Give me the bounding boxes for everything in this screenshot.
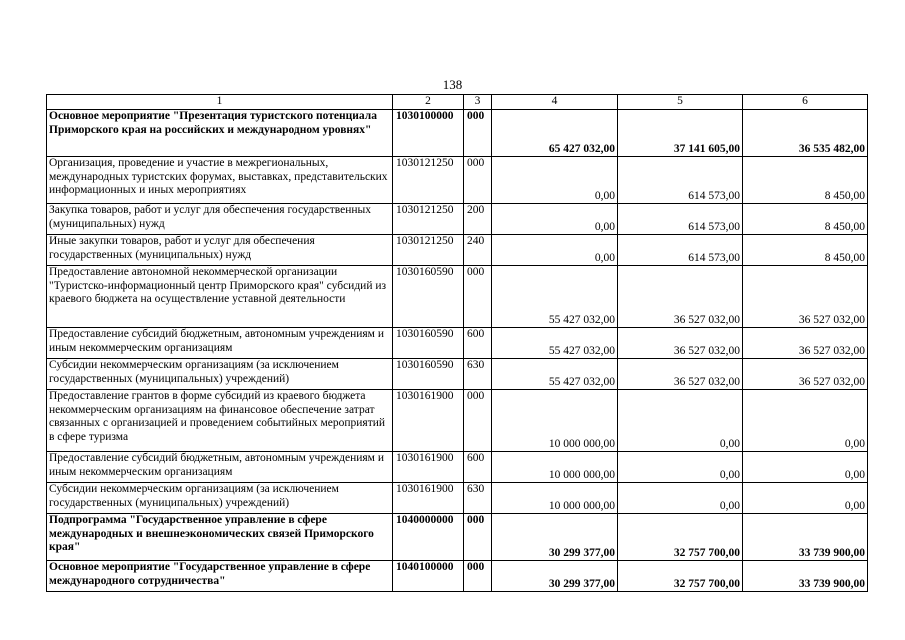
row-value-4: 0,00 xyxy=(492,235,618,266)
row-value-4: 10 000 000,00 xyxy=(492,452,618,483)
row-vr: 000 xyxy=(464,390,492,452)
row-value-5: 36 527 032,00 xyxy=(618,359,743,390)
table-row xyxy=(47,390,868,452)
row-code: 1030160590 xyxy=(393,359,464,390)
row-value-6: 36 535 482,00 xyxy=(743,110,868,157)
table-row xyxy=(47,204,868,235)
row-code: 1030161900 xyxy=(393,390,464,452)
budget-table xyxy=(46,94,868,592)
table-row xyxy=(47,483,868,514)
row-value-4: 55 427 032,00 xyxy=(492,328,618,359)
row-value-5: 614 573,00 xyxy=(618,157,743,204)
header-cell-year1: 4 xyxy=(492,95,618,110)
row-name: Иные закупки товаров, работ и услуг для обеспечения государственных (муниципальных) нужд xyxy=(47,235,393,266)
row-name: Закупка товаров, работ и услуг для обеспечения государственных (муниципальных) нужд xyxy=(47,204,393,235)
row-vr: 000 xyxy=(464,266,492,328)
row-code: 1030160590 xyxy=(393,328,464,359)
row-value-5: 0,00 xyxy=(618,483,743,514)
row-name: Предоставление субсидий бюджетным, автономным учреждениям и иным некоммерческим организациям xyxy=(47,452,393,483)
row-vr: 000 xyxy=(464,110,492,157)
row-value-6: 8 450,00 xyxy=(743,235,868,266)
row-code: 1030161900 xyxy=(393,483,464,514)
row-value-5: 32 757 700,00 xyxy=(618,561,743,592)
row-name: Основное мероприятие "Презентация туристского потенциала Приморского края на российских и международном уровнях" xyxy=(47,110,393,157)
row-code: 1040000000 xyxy=(393,514,464,561)
row-vr: 630 xyxy=(464,483,492,514)
header-cell-year3: 6 xyxy=(743,95,868,110)
table-row xyxy=(47,235,868,266)
row-value-6: 8 450,00 xyxy=(743,204,868,235)
row-value-4: 55 427 032,00 xyxy=(492,359,618,390)
table-row xyxy=(47,110,868,157)
row-vr: 000 xyxy=(464,561,492,592)
header-cell-year2: 5 xyxy=(618,95,743,110)
row-value-6: 36 527 032,00 xyxy=(743,359,868,390)
table-row xyxy=(47,452,868,483)
table-row xyxy=(47,359,868,390)
row-value-6: 0,00 xyxy=(743,483,868,514)
row-value-4: 55 427 032,00 xyxy=(492,266,618,328)
row-value-5: 0,00 xyxy=(618,390,743,452)
row-name: Подпрограмма "Государственное управление в сфере международных и внешнеэкономических связей Приморского края" xyxy=(47,514,393,561)
row-value-6: 33 739 900,00 xyxy=(743,561,868,592)
row-name: Предоставление субсидий бюджетным, автономным учреждениям и иным некоммерческим организациям xyxy=(47,328,393,359)
header-cell-code: 2 xyxy=(393,95,464,110)
row-value-4: 30 299 377,00 xyxy=(492,561,618,592)
row-value-5: 614 573,00 xyxy=(618,235,743,266)
row-value-5: 37 141 605,00 xyxy=(618,110,743,157)
row-code: 1030121250 xyxy=(393,157,464,204)
row-value-6: 0,00 xyxy=(743,452,868,483)
row-vr: 200 xyxy=(464,204,492,235)
row-vr: 000 xyxy=(464,157,492,204)
table-header-row xyxy=(47,95,868,110)
row-value-5: 36 527 032,00 xyxy=(618,328,743,359)
table-row xyxy=(47,266,868,328)
row-value-6: 36 527 032,00 xyxy=(743,266,868,328)
row-code: 1030160590 xyxy=(393,266,464,328)
row-code: 1030121250 xyxy=(393,204,464,235)
row-vr: 000 xyxy=(464,514,492,561)
row-name: Субсидии некоммерческим организациям (за исключением государственных (муниципальных) учреждений) xyxy=(47,359,393,390)
header-cell-vr: 3 xyxy=(464,95,492,110)
row-value-4: 0,00 xyxy=(492,157,618,204)
row-name: Основное мероприятие "Государственное управление в сфере международного сотрудничества" xyxy=(47,561,393,592)
row-value-6: 0,00 xyxy=(743,390,868,452)
row-name: Организация, проведение и участие в межрегиональных, международных туристских форумах, выставках, представительских информационных и иных мероприятиях xyxy=(47,157,393,204)
table-row xyxy=(47,157,868,204)
row-value-4: 30 299 377,00 xyxy=(492,514,618,561)
row-vr: 600 xyxy=(464,328,492,359)
header-cell-name: 1 xyxy=(47,95,393,110)
row-code: 1040100000 xyxy=(393,561,464,592)
row-code: 1030161900 xyxy=(393,452,464,483)
table-row xyxy=(47,561,868,592)
row-value-5: 32 757 700,00 xyxy=(618,514,743,561)
row-code: 1030121250 xyxy=(393,235,464,266)
row-name: Предоставление грантов в форме субсидий из краевого бюджета некоммерческим организациям на финансовое обеспечение затрат связанных с организацией и проведением событийных мероприятий в сфере туризма xyxy=(47,390,393,452)
table-row xyxy=(47,514,868,561)
row-value-6: 8 450,00 xyxy=(743,157,868,204)
row-vr: 630 xyxy=(464,359,492,390)
table-row xyxy=(47,328,868,359)
row-name: Субсидии некоммерческим организациям (за исключением государственных (муниципальных) учреждений) xyxy=(47,483,393,514)
row-vr: 240 xyxy=(464,235,492,266)
row-value-4: 10 000 000,00 xyxy=(492,483,618,514)
row-vr: 600 xyxy=(464,452,492,483)
row-name: Предоставление автономной некоммерческой организации "Туристско-информационный центр Приморского края" субсидий из краевого бюджета на осуществление уставной деятельности xyxy=(47,266,393,328)
row-value-6: 33 739 900,00 xyxy=(743,514,868,561)
row-value-4: 65 427 032,00 xyxy=(492,110,618,157)
row-code: 1030100000 xyxy=(393,110,464,157)
row-value-4: 0,00 xyxy=(492,204,618,235)
row-value-5: 614 573,00 xyxy=(618,204,743,235)
page-number: 138 xyxy=(442,77,463,92)
row-value-5: 36 527 032,00 xyxy=(618,266,743,328)
row-value-6: 36 527 032,00 xyxy=(743,328,868,359)
row-value-5: 0,00 xyxy=(618,452,743,483)
row-value-4: 10 000 000,00 xyxy=(492,390,618,452)
